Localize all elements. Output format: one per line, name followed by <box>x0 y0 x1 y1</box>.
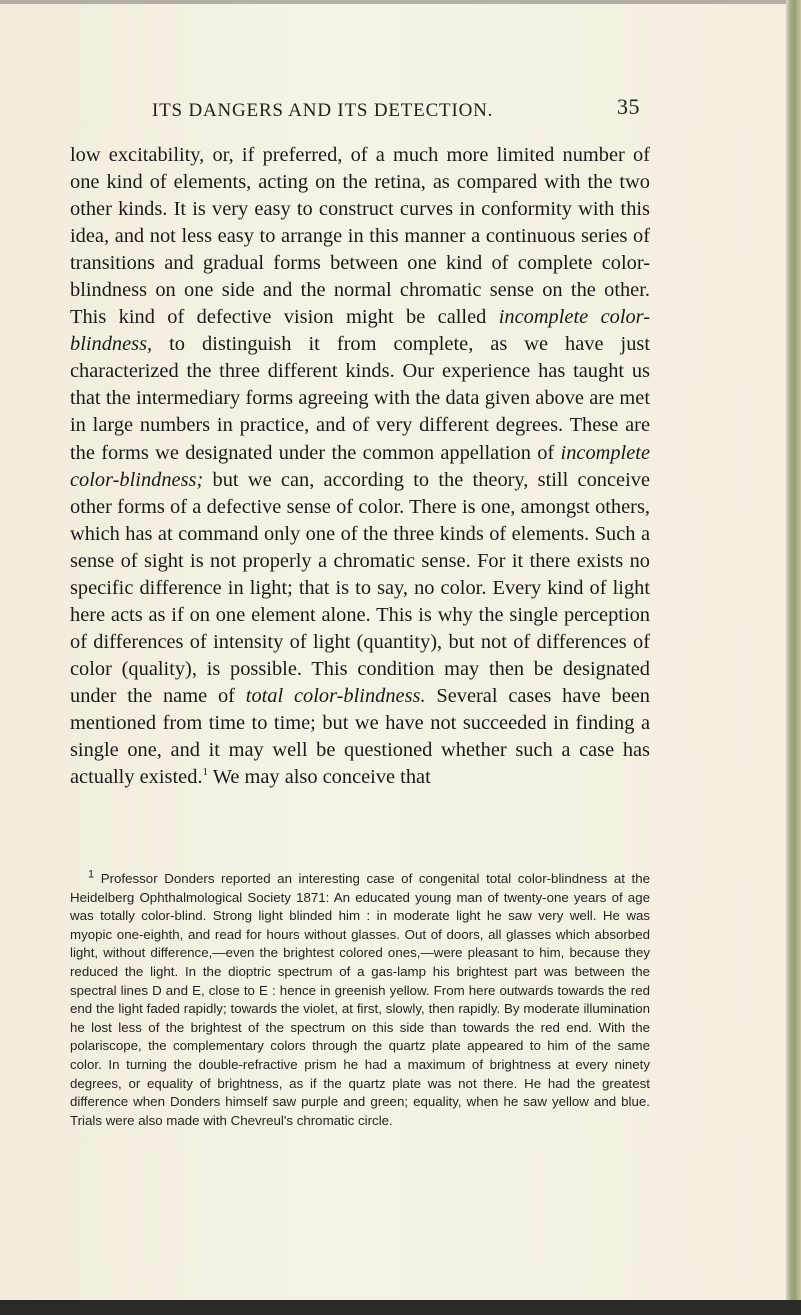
footnote-reference[interactable]: 1 <box>202 766 208 779</box>
paragraph <box>70 142 650 791</box>
page-number: 35 <box>617 94 640 119</box>
text-run: , to distinguish it from complete, as we have just characterized the three different kinds. Our experience has taught us that the intermediary forms agreeing with the data given above are met in large numbers in practice, and of very different degrees. These are the forms we designated under the common appellation of <box>70 333 650 464</box>
footnote <box>70 870 650 1130</box>
page-edge-strip <box>786 0 801 1315</box>
italic-term: incomplete color-blindness <box>70 306 650 356</box>
italic-term: total color-blindness. <box>245 684 426 707</box>
text-run: Several cases have been mentioned from time to time; but we have not succeeded in finding a single one, and it may well be questioned whether such a case has actually existed. <box>70 684 650 789</box>
bottom-border <box>0 1300 801 1315</box>
text-run: but we can, according to the theory, still conceive other forms of a defective sense of color. There is one, amongst others, which has at command only one of the three kinds of elements. Such a sense of sight is not properly a chromatic sense. For it there exists no specific difference in light; that is to say, no color. Every kind of light here acts as if on one element alone. This is why the single perception of differences of intensity of light (quantity), but not of differences of color (quality), is possible. This condition may then be designated under the name of <box>70 468 650 707</box>
text-run: We may also conceive that <box>208 766 431 789</box>
text-run: low excitability, or, if preferred, of a much more limited number of one kind of elements, acting on the retina, as compared with the two other kinds. It is very easy to construct curves in conformity with this idea, and not less easy to arrange in this manner a continuous series of transitions and gradual forms between one kind of complete color-blindness on one side and the normal chromatic sense on the other. This kind of defective vision might be called <box>70 144 650 329</box>
running-head-title: ITS DANGERS AND ITS DETECTION. <box>152 100 494 121</box>
footnote-marker: 1 <box>88 868 95 881</box>
footnote-text: Professor Donders reported an interesting case of congenital total color-blindness at the Heidelberg Ophthalmological Society 1871: An educated young man of twenty-one years of age was totally color-blind. Strong light blinded him : in moderate light he saw very well. He was myopic one-eighth, and read for hours without glasses. Out of doors, all glasses which absorbed light, without difference,—even the brightest colored ones,—were pleasant to him, because they reduced the light. In the dioptric spectrum of a gas-lamp his brightest part was between the spectral lines D and E, close to E : hence in greenish yellow. From here outwards towards the red end the light faded rapidly; towards the violet, at first, slowly, then rapidly. By moderate illumination he lost less of the brightest of the spectrum on this side than towards the red end. With the polariscope, the complementary colors through the quartz plate appeared to him of the same color. In turning the double-refractive prism he had a maximum of brightness at every ninety degrees, or equality of brightness, as if the quartz plate was not there. He had the greatest difference when Donders himself saw purple and green; equality, when he saw yellow and blue. Trials were also made with Chevreul's chromatic circle. <box>70 871 650 1128</box>
footnote-section <box>70 870 650 1130</box>
top-border <box>0 0 801 4</box>
main-paragraph <box>70 142 650 791</box>
italic-term: incomplete color-blindness; <box>70 441 650 491</box>
